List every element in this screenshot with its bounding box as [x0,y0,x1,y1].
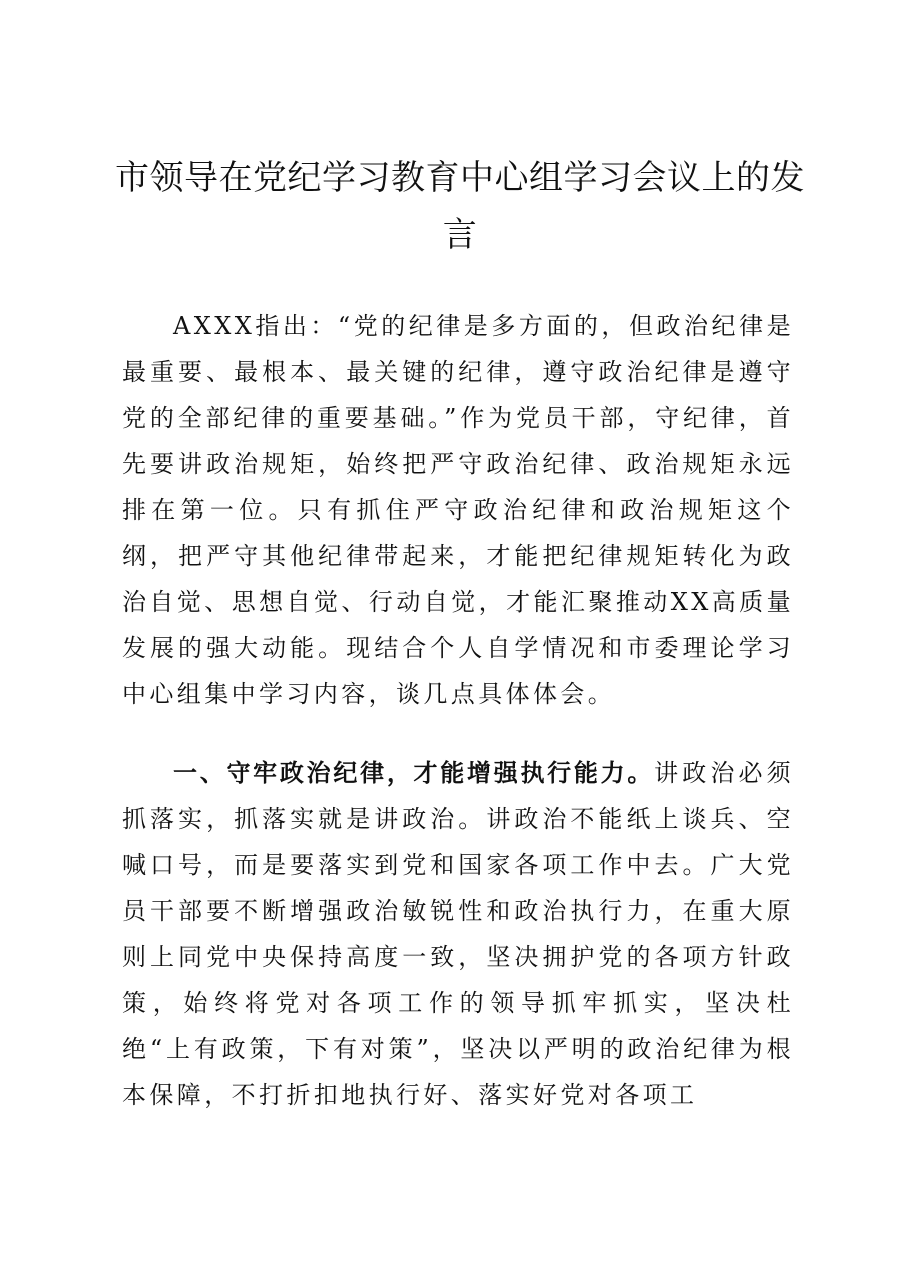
section-1-heading: 一、守牢政治纪律，才能增强执行能力。 [173,759,655,787]
document-body [122,303,794,1118]
section-1-paragraph [122,750,794,1118]
document-title: 市领导在党纪学习教育中心组学习会议上的发言 [115,158,805,255]
section-1-text: 讲政治必须抓落实，抓落实就是讲政治。讲政治不能纸上谈兵、空喊口号，而是要落实到党和国家各项工作中去。广大党员干部要不断增强政治敏锐性和政治执行力，在重大原则上同党中央保持高度一致，坚决拥护党的各项方针政策，始终将党对各项工作的领导抓牢抓实，坚决杜绝“上有政策，下有对策”，坚决以严明的政治纪律为根本保障，不打折扣地执行好、落实好党对各项工 [122,759,795,1109]
paragraph-spacer [122,717,794,750]
intro-paragraph: AXXX指出：“党的纪律是多方面的，但政治纪律是最重要、最根本、最关键的纪律，遵守政治纪律是遵守党的全部纪律的重要基础。”作为党员干部，守纪律，首先要讲政治规矩，始终把严守政治纪律、政治规矩永远排在第一位。只有抓住严守政治纪律和政治规矩这个纲，把严守其他纪律带起来，才能把纪律规矩转化为政治自觉、思想自觉、行动自觉，才能汇聚推动XX高质量发展的强大动能。现结合个人自学情况和市委理论学习中心组集中学习内容，谈几点具体体会。 [122,312,794,708]
